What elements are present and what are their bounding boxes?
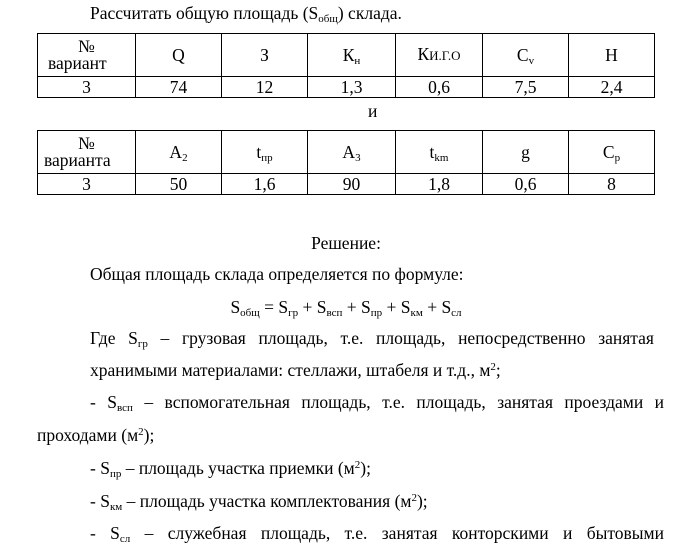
- table-row: [38, 174, 655, 195]
- table-1-header-kigo: КИ.Г.О: [396, 34, 483, 77]
- table-2-cell: 90: [308, 174, 396, 195]
- table-2-header-a3: $A_3$: [308, 131, 396, 174]
- parameters-table-1: [37, 33, 655, 98]
- table-1-header-q: Q: [136, 34, 222, 77]
- table-1-cell: 2,4: [569, 77, 655, 98]
- parameters-table-2: [37, 130, 655, 195]
- table-1-cell: 1,3: [308, 77, 396, 98]
- table-2-header-cp: $C_p$: [569, 131, 655, 174]
- table-2-header-variant: № варианта: [38, 131, 136, 174]
- definition-ssl: - $S_{сл}$ – служебная площадь, т.е. занятая конторскими и бытовыми: [90, 523, 664, 545]
- table-1-cell: 3: [38, 77, 136, 98]
- area-formula: $S_{общ} = S_{гр} + S_{всп} + S_{пр} + S_{км} + S_{сл}$: [230, 297, 462, 319]
- table-2-header-g: g: [483, 131, 569, 174]
- table-2-cell: 0,6: [483, 174, 569, 195]
- definition-sgr-cont: хранимыми материалами: стеллажи, штабеля и т.д., $м^2$;: [90, 360, 501, 380]
- table-2-header-row: [38, 131, 655, 174]
- definition-svsp-cont: проходами $(м^2)$;: [37, 425, 155, 445]
- table-1-cell: 7,5: [483, 77, 569, 98]
- task-title: Рассчитать общую площадь $(S_{общ})$ склада.: [90, 3, 402, 25]
- table-1-header-h: H: [569, 34, 655, 77]
- solution-intro: Общая площадь склада определяется по формуле:: [90, 264, 464, 284]
- table-1-cell: 0,6: [396, 77, 483, 98]
- table-1-header-cv: $C_v$: [483, 34, 569, 77]
- table-2-cell: 1,8: [396, 174, 483, 195]
- table-row: [38, 77, 655, 98]
- definition-sgr: Где $S_{гр}$ – грузовая площадь, т.е. площадь, непосредственно занятая: [90, 328, 654, 350]
- definition-skm: - $S_{км}$ – площадь участка комплектования $(м^2)$;: [90, 491, 428, 513]
- solution-title: Решение:: [311, 233, 381, 253]
- definition-spr: - $S_{пр}$ – площадь участка приемки $(м^2)$;: [90, 458, 371, 480]
- table-2-cell: 8: [569, 174, 655, 195]
- table-1-header-z: З: [222, 34, 308, 77]
- table-1-header-variant: № вариант: [38, 34, 136, 77]
- table-2-cell: 1,6: [222, 174, 308, 195]
- table-2-header-tpr: $t_{пр}$: [222, 131, 308, 174]
- table-1-cell: 12: [222, 77, 308, 98]
- table-2-cell: 3: [38, 174, 136, 195]
- definition-svsp: - $S_{всп}$ – вспомогательная площадь, т.е. площадь, занятая проездами и: [90, 392, 665, 414]
- table-1-cell: 74: [136, 77, 222, 98]
- table-1-header-row: [38, 34, 655, 77]
- table-2-header-a2: $A_2$: [136, 131, 222, 174]
- table-1-header-kn: $К_н$: [308, 34, 396, 77]
- table-2-header-tkm: $t_{km}$: [396, 131, 483, 174]
- connector-text: и: [368, 101, 378, 121]
- table-2-cell: 50: [136, 174, 222, 195]
